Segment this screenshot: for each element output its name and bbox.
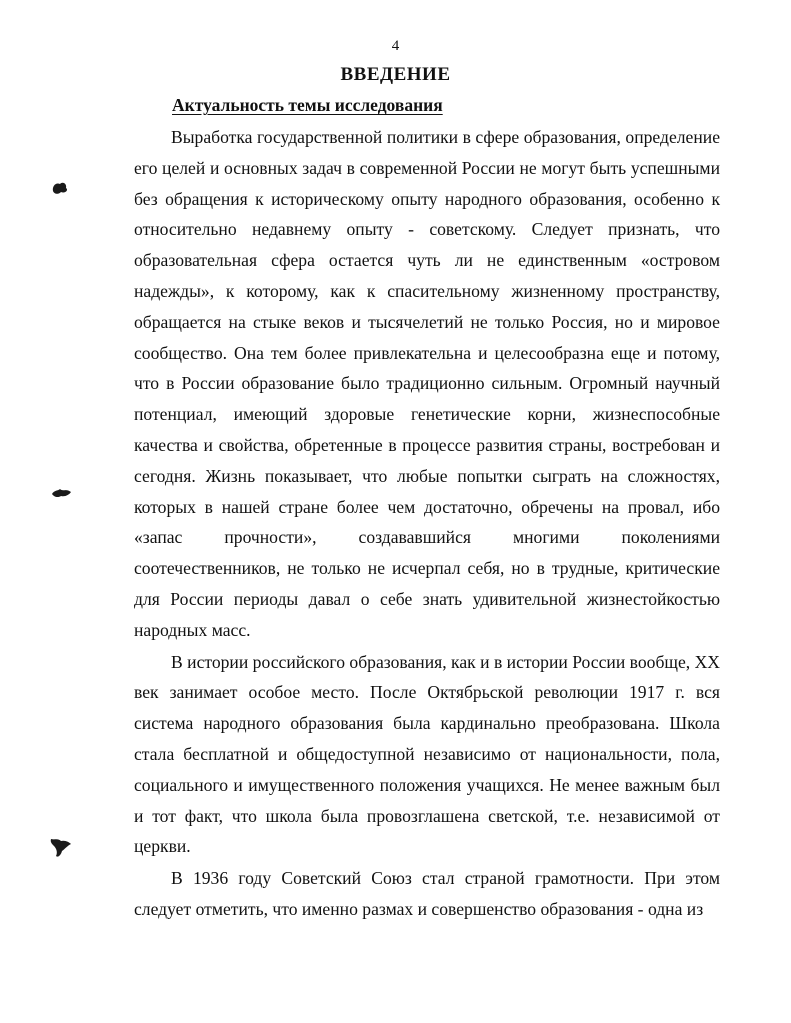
- section-heading: Актуальность темы исследования: [172, 95, 443, 115]
- page-number: 4: [391, 38, 400, 54]
- ink-blot-icon: [50, 180, 70, 196]
- body-text: [134, 122, 720, 925]
- paragraph: В истории российского образования, как и в истории России вообще, XX век занимает особое место. После Октябрьской революции 1917 г. вся система народного образования была кардинально преобразована. Школа стала бесплатной и общедоступной независимо от национальности, пола, социального и имущественного положения учащихся. Не менее важным был и тот факт, что школа была провозглашена светской, т.е. независимой от церкви.: [134, 651, 720, 857]
- ink-blot-icon: [48, 834, 74, 862]
- page-title: ВВЕДЕНИЕ: [340, 64, 451, 85]
- paragraph: Выработка государственной политики в сфере образования, определение его целей и основных задач в современной России не могут быть успешными без обращения к историческому опыту народного образования, особенно к относительно недавнему опыту - советскому. Следует признать, что образовательная сфера остается чуть ли не единственным «островом надежды», к которому, как к спасительному жизненному пространству, обращается на стыке веков и тысячелетий не только Россия, но и мировое сообщество. Она тем более привлекательна и целесообразна еще и потому, что в России образование было традиционно сильным. Огромный научный потенциал, имеющий здоровые генетические корни, жизнеспособные качества и свойства, обретенные в процессе развития страны, востребован и сегодня. Жизнь показывает, что любые попытки сыграть на сложностях, которых в нашей стране более чем достаточно, обречены на провал, ибо «запас прочности», создававшийся многими поколениями соотечественников, не только не исчерпал себя, но в трудные, критические для России периоды давал о себе знать удивительной жизнестойкостью народных масс.: [134, 127, 720, 640]
- paragraph: В 1936 году Советский Союз стал страной грамотности. При этом следует отметить, что именно размах и совершенство образования - одна из: [134, 868, 720, 919]
- ink-blot-icon: [50, 486, 74, 500]
